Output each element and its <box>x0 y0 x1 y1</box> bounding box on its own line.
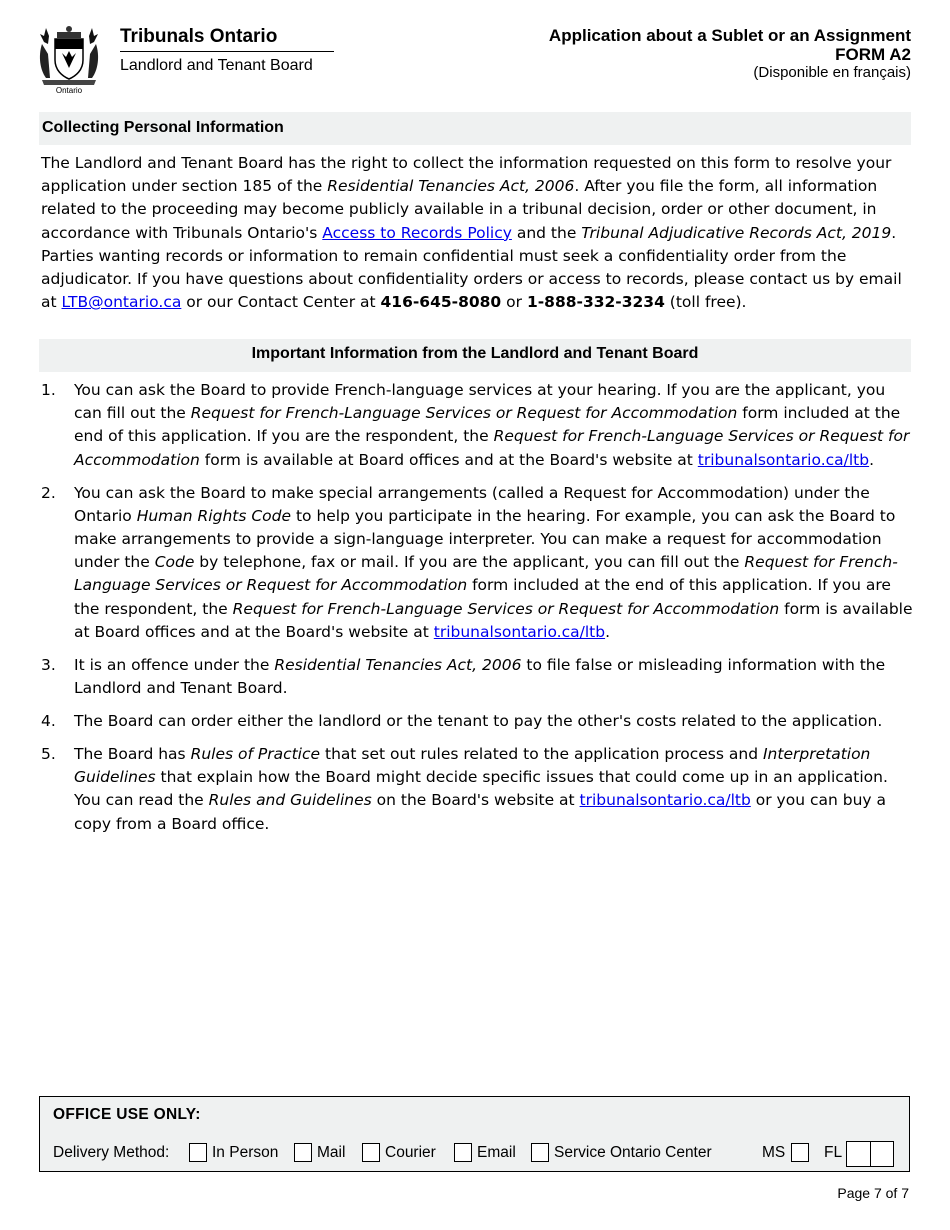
org-divider <box>120 51 334 52</box>
ms-checkbox[interactable] <box>791 1143 809 1162</box>
office-use-box <box>39 1096 910 1172</box>
ltb-website-link[interactable]: tribunalsontario.ca/ltb <box>579 791 751 810</box>
list-item: 1. You can ask the Board to provide French-language services at your hearing. If you are the applicant, you can fill out the Request for French-Language Services or Request for Accommodation form included at the end of this application. If you are the respondent, the Request for French-Language Services or Request for Accommodation form is available at Board offices and at the Board's website at tribunalsontario.ca/ltb. <box>41 381 910 469</box>
ltb-website-link[interactable]: tribunalsontario.ca/ltb <box>433 622 606 641</box>
ontario-logo <box>36 24 316 94</box>
important-info-heading: Important Information from the Landlord and Tenant Board <box>39 339 911 372</box>
french-availability-note: (Disponible en français) <box>753 64 911 81</box>
form-number: FORM A2 <box>835 45 911 64</box>
delivery-service-ontario-option[interactable]: Service Ontario Center <box>531 1143 712 1162</box>
office-use-title: OFFICE USE ONLY: <box>53 1106 201 1123</box>
collecting-info-heading: Collecting Personal Information <box>39 112 911 145</box>
mail-checkbox[interactable] <box>294 1143 312 1162</box>
org-name: Tribunals Ontario <box>120 26 278 47</box>
fl-input-boxes[interactable] <box>846 1141 894 1167</box>
crest-caption: Ontario <box>55 86 83 94</box>
delivery-in-person-option[interactable]: In Person <box>189 1143 278 1162</box>
phone-local: 416-645-8080 <box>380 293 502 312</box>
org-subtitle: Landlord and Tenant Board <box>120 57 313 74</box>
delivery-email-option[interactable]: Email <box>454 1143 516 1162</box>
fl-label: FL <box>824 1144 843 1161</box>
form-title: Application about a Sublet or an Assignment <box>548 26 911 45</box>
service-ontario-checkbox[interactable] <box>531 1143 549 1162</box>
ms-option[interactable]: MS <box>762 1143 809 1162</box>
ontario-crest-icon <box>36 24 102 94</box>
delivery-mail-option[interactable]: Mail <box>294 1143 345 1162</box>
list-item: 2. You can ask the Board to make special arrangements (called a Request for Accommodation) under the Ontario Human Rights Code to help you participate in the hearing. For example, you can ask the Board to make arrangements to provide a sign-language interpreter. You can make a request for accommodation under the Code by telephone, fax or mail. If you are the applicant, you can fill out the Request for French-Language Services or Request for Accommodation form included at the end of this application. If you are the respondent, the Request for French-Language Services or Request for Accommodation form is available at Board offices and at the Board's website at tribunalsontario.ca/ltb. <box>41 483 913 641</box>
access-to-records-link[interactable]: Access to Records Policy <box>322 223 512 242</box>
ltb-website-link[interactable]: tribunalsontario.ca/ltb <box>697 450 870 469</box>
courier-checkbox[interactable] <box>362 1143 380 1162</box>
delivery-method-label: Delivery Method: <box>53 1144 170 1161</box>
list-item: 4. The Board can order either the landlord or the tenant to pay the other's costs related to the application. <box>41 712 883 731</box>
phone-tollfree: 1-888-332-3234 <box>526 293 665 312</box>
form-header <box>549 26 911 81</box>
email-link[interactable]: LTB@ontario.ca <box>61 293 182 312</box>
important-info-list <box>41 379 913 846</box>
page-number: Page 7 of 7 <box>837 1185 909 1201</box>
list-item: 3. It is an offence under the Residential Tenancies Act, 2006 to file false or misleading information with the Landlord and Tenant Board. <box>41 655 886 698</box>
collecting-info-paragraph: The Landlord and Tenant Board has the right to collect the information requested on this form to resolve your application under section 185 of the Residential Tenancies Act, 2006. After you file the form, all information related to the proceeding may become publicly available in a tribunal decision, order or other document, in accordance with Tribunals Ontario's Access to Records Policy and the Tribunal Adjudicative Records Act, 2019. Parties wanting records or information to remain confidential must seek a confidentiality order from the adjudicator. If you have questions about confidentiality orders or access to records, please contact us by email at LTB@ontario.ca or our Contact Center at 416-645-8080 or 1-888-332-3234 (toll free). <box>41 154 902 312</box>
in-person-checkbox[interactable] <box>189 1143 207 1162</box>
list-item: 5. The Board has Rules of Practice that set out rules related to the application process and Interpretation Guidelines that explain how the Board might decide specific issues that could come up in an application. You can read the Rules and Guidelines on the Board's website at tribunalsontario.ca/ltb or you can buy a copy from a Board office. <box>41 745 888 833</box>
email-checkbox[interactable] <box>454 1143 472 1162</box>
delivery-courier-option[interactable]: Courier <box>362 1143 436 1162</box>
